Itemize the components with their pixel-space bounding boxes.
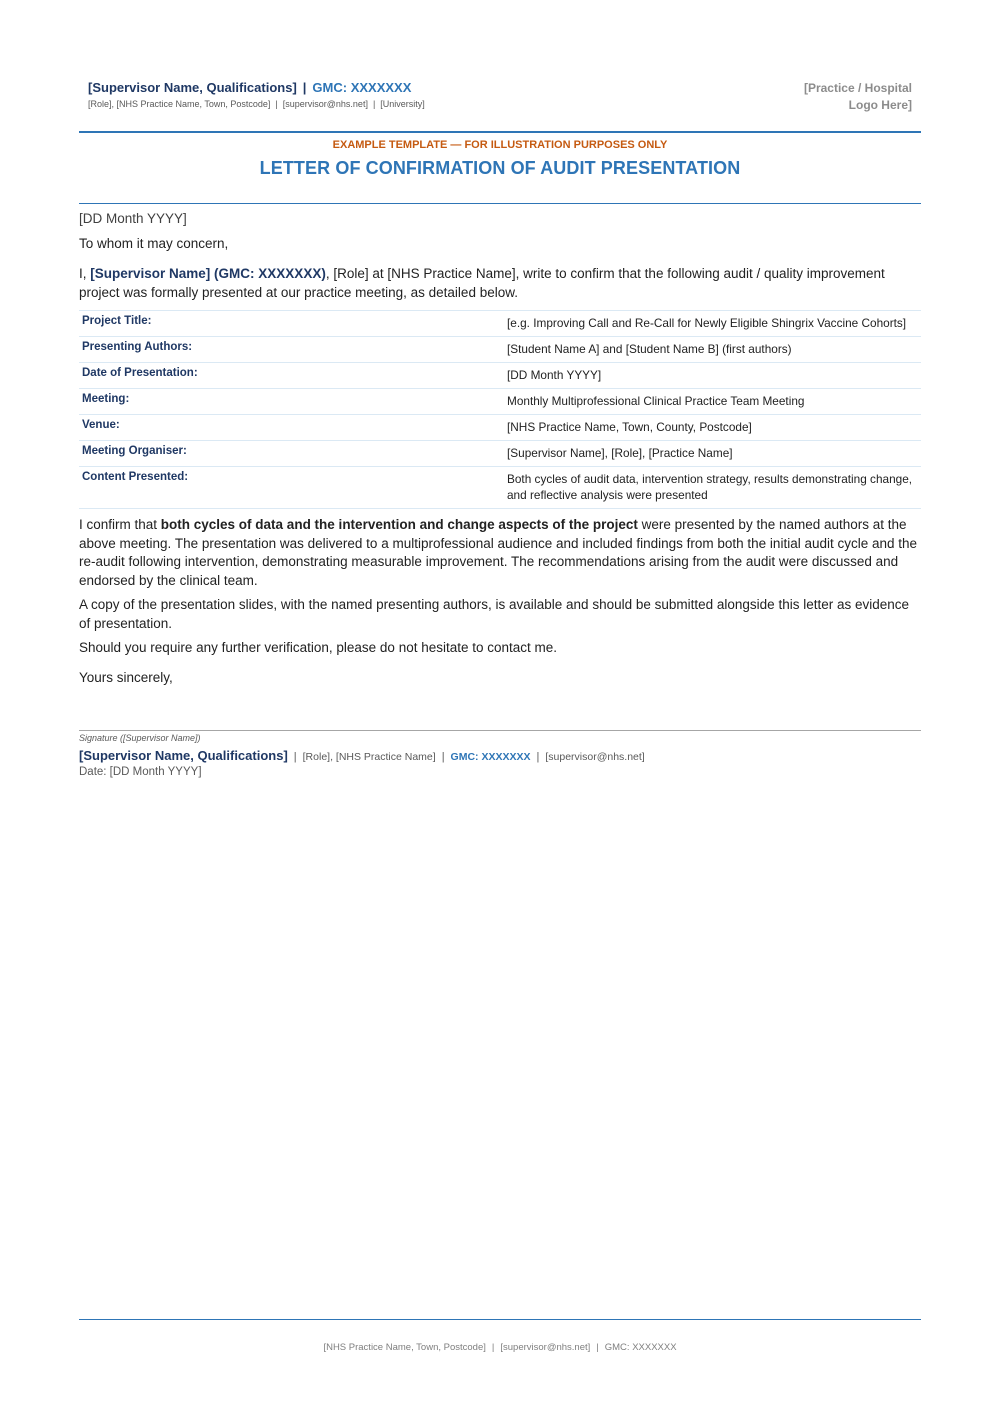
p1-prefix: I confirm that — [79, 517, 161, 532]
detail-value: [e.g. Improving Call and Re-Call for Newly Eligible Shingrix Vaccine Cohorts] — [504, 311, 921, 337]
signature-block — [79, 747, 645, 765]
verification-paragraph: Should you require any further verification, please do not hesitate to contact me. — [79, 640, 558, 655]
footer-gmc: GMC: XXXXXXX — [604, 1342, 677, 1353]
letterhead-email: [supervisor@nhs.net] — [282, 99, 368, 109]
detail-value: [DD Month YYYY] — [504, 363, 921, 389]
footer-email: [supervisor@nhs.net] — [500, 1342, 591, 1353]
detail-value: Monthly Multiprofessional Clinical Practice Team Meeting — [504, 389, 921, 415]
table-row — [79, 311, 921, 337]
detail-label: Meeting Organiser: — [79, 441, 504, 467]
letterhead-separator: | — [275, 99, 278, 109]
intro-supervisor-highlight: [Supervisor Name] (GMC: XXXXXXX) — [90, 266, 326, 281]
footer-separator: | — [596, 1342, 599, 1353]
detail-value: [Supervisor Name], [Role], [Practice Name] — [504, 441, 921, 467]
signature-line — [79, 730, 921, 731]
logo-placeholder-line-1: [Practice / Hospital — [803, 81, 912, 95]
intro-prefix: I, — [79, 266, 91, 281]
letter-date: [DD Month YYYY] — [79, 211, 187, 226]
confirmation-paragraph — [79, 516, 921, 590]
closing: Yours sincerely, — [79, 670, 173, 685]
letterhead-gmc: GMC: XXXXXXX — [312, 80, 412, 95]
footer-separator: | — [491, 1342, 495, 1353]
table-row — [79, 415, 921, 441]
signature-separator: | — [441, 751, 445, 763]
detail-value: [Student Name A] and [Student Name B] (first authors) — [504, 337, 921, 363]
page-footer — [79, 1342, 921, 1353]
intro-rest: , [Role] at [NHS Practice Name], write to confirm that the following audit / quality improvement project was formally presented at our practice meeting, as detailed below. — [79, 266, 885, 300]
signature-role: [Role], [NHS Practice Name] — [302, 751, 436, 763]
template-banner: EXAMPLE TEMPLATE — FOR ILLUSTRATION PURPOSES ONLY — [332, 139, 668, 151]
letterhead-university: [University] — [380, 99, 425, 109]
letterhead-separator: | — [372, 99, 376, 109]
intro-paragraph — [79, 264, 921, 302]
footer-divider — [79, 1319, 921, 1320]
signature-date: Date: [DD Month YYYY] — [79, 766, 202, 778]
p1-rest: were presented by the named authors at the above meeting. The presentation was delivered to a multiprofessional audience and included findings from both the initial audit cycle and the re-audit following intervention, demonstrating measurable improvement. The recommendations arising from the audit were discussed and endorsed by the clinical team. — [79, 517, 918, 588]
letter-title: LETTER OF CONFIRMATION OF AUDIT PRESENTATION — [259, 158, 741, 178]
detail-label: Project Title: — [79, 311, 504, 337]
detail-value: [NHS Practice Name, Town, County, Postcode] — [504, 415, 921, 441]
logo-placeholder-line-2: Logo Here] — [848, 98, 912, 112]
letterhead-role: [Role], [NHS Practice Name, Town, Postcode] — [88, 99, 271, 109]
letterhead — [88, 80, 648, 109]
signature-email: [supervisor@nhs.net] — [545, 751, 645, 763]
table-row — [79, 467, 921, 509]
signature-separator: | — [536, 751, 540, 763]
detail-label: Venue: — [79, 415, 504, 441]
slides-paragraph: A copy of the presentation slides, with the named presenting authors, is available and should be submitted alongside this letter as evidence of presentation. — [79, 597, 910, 631]
signature-gmc: GMC: XXXXXXX — [450, 751, 531, 763]
title-divider — [79, 203, 921, 204]
table-row — [79, 441, 921, 467]
details-table — [79, 310, 921, 509]
table-row — [79, 363, 921, 389]
detail-label: Meeting: — [79, 389, 504, 415]
table-row — [79, 389, 921, 415]
footer-address: [NHS Practice Name, Town, Postcode] — [323, 1342, 486, 1353]
letterhead-contact-line — [88, 99, 648, 109]
detail-label: Date of Presentation: — [79, 363, 504, 389]
signature-name: [Supervisor Name, Qualifications] — [79, 748, 288, 763]
logo-placeholder — [712, 80, 912, 114]
table-row — [79, 337, 921, 363]
letterhead-supervisor-name: [Supervisor Name, Qualifications] — [88, 80, 297, 95]
detail-label: Content Presented: — [79, 467, 504, 509]
header-divider — [79, 131, 921, 133]
body-paragraphs — [79, 516, 921, 664]
detail-label: Presenting Authors: — [79, 337, 504, 363]
salutation: To whom it may concern, — [79, 236, 229, 251]
signature-caption: Signature ([Supervisor Name]) — [79, 733, 201, 743]
detail-value: Both cycles of audit data, intervention strategy, results demonstrating change, and reflective analysis were presented — [504, 467, 921, 509]
p1-bold: both cycles of data and the intervention and change aspects of the project — [160, 517, 638, 532]
letterhead-name-line — [88, 80, 648, 95]
signature-separator: | — [293, 751, 297, 763]
letterhead-separator: | — [302, 80, 307, 95]
